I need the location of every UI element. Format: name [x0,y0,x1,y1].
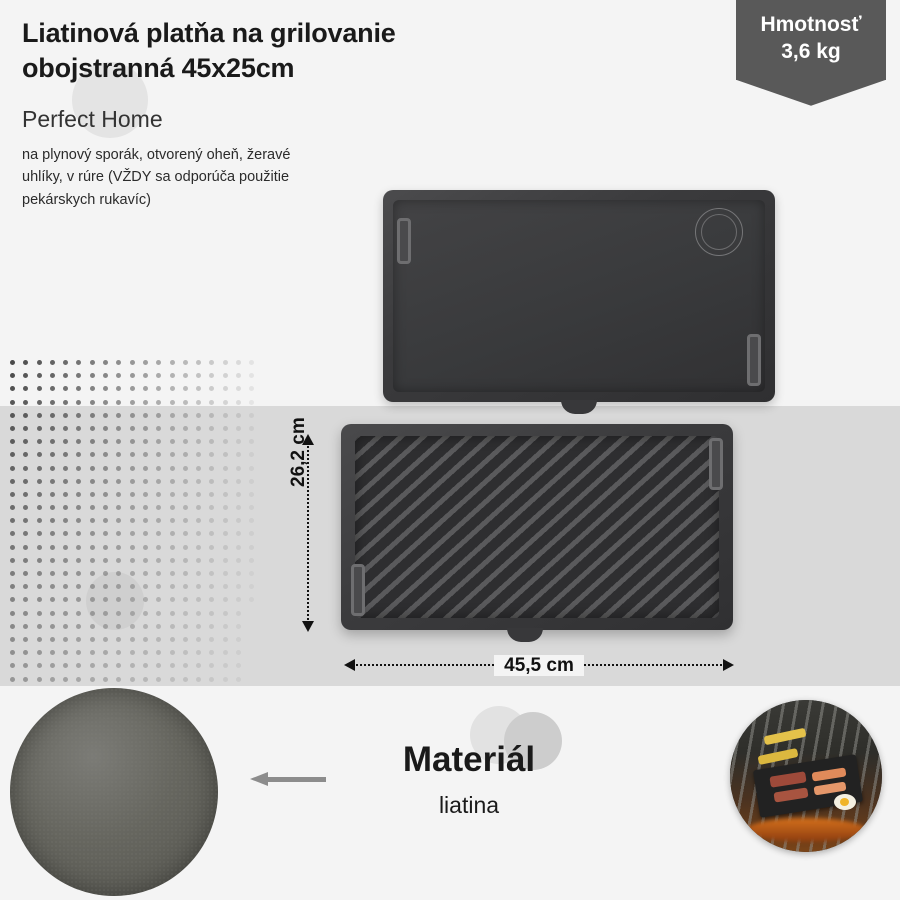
handle-slot-icon [709,438,723,490]
product-image-ribbed-side [341,424,733,630]
brand-stamp-icon [695,208,743,256]
handle-slot-icon [747,334,761,386]
width-dimension-text: 45,5 cm [494,655,584,676]
height-dimension-label: 26,2 cm [288,417,309,487]
arrow-down-icon [302,621,314,632]
fire-glow [746,818,866,842]
material-pointer-arrow-icon [250,772,326,786]
weight-label: Hmotnosť [760,13,862,36]
weight-ribbon [736,0,886,106]
handle-slot-icon [351,564,365,616]
width-dimension-label [344,655,734,677]
page-title: Liatinová platňa na grilovanie obojstranná 45x25cm [22,18,396,83]
ribbon-tail-right [811,80,886,106]
dot-pattern-decoration [10,352,260,682]
arrow-shaft [266,777,326,782]
handle-slot-icon [397,218,411,264]
product-description: na plynový sporák, otvorený oheň, žeravé uhlíky, v rúre (VŽDY sa odporúča použitie pekárskych rukavíc) [22,147,291,208]
weight-ribbon-body [736,0,886,80]
ribbed-cooking-surface [355,436,719,618]
ribbon-tail-left [736,80,811,106]
ribbon-tails [736,80,886,106]
material-texture-image [10,688,218,896]
brand-name: Perfect Home [22,106,163,132]
weight-value: 3,6 kg [781,39,841,63]
material-title: Materiál [402,740,536,779]
food-egg [834,794,856,810]
usage-photo-grill [730,700,882,852]
material-value: liatina [438,792,500,818]
product-image-flat-side [383,190,775,402]
